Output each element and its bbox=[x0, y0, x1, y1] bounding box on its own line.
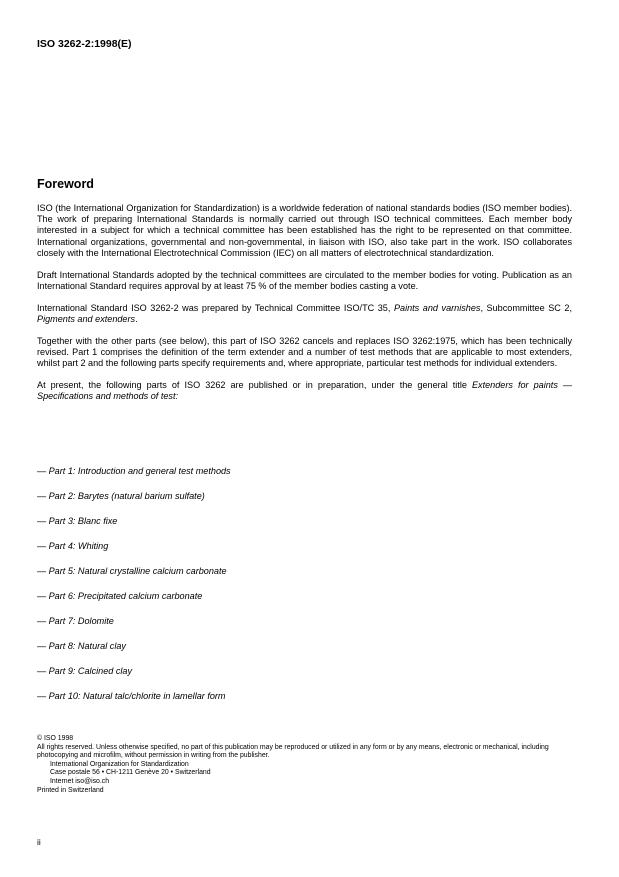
paragraph-3-committee-title: Paints and varnishes bbox=[393, 302, 481, 313]
list-item: — Part 7: Dolomite bbox=[37, 616, 114, 626]
paragraph-3-text-e: . bbox=[135, 313, 138, 324]
paragraph-5-general-title: Extenders for paints — Specifications and methods of test: bbox=[37, 379, 572, 402]
list-item: — Part 6: Precipitated calcium carbonate bbox=[37, 591, 203, 601]
printed-in: Printed in Switzerland bbox=[37, 786, 104, 794]
rights-notice: All rights reserved. Unless otherwise specified, no part of this publication may be reproduced or utilized in any form or by any means, electronic or mechanical, including photocopying and microfilm, without permission in writing from the publisher. bbox=[37, 743, 549, 760]
list-item: — Part 1: Introduction and general test methods bbox=[37, 466, 231, 476]
document-id-header: ISO 3262-2:1998(E) bbox=[37, 38, 132, 50]
list-item: — Part 4: Whiting bbox=[37, 541, 109, 551]
paragraph-3-text-c: , Subcommittee SC 2, bbox=[480, 302, 573, 313]
list-item: — Part 2: Barytes (natural barium sulfate) bbox=[37, 491, 205, 501]
paragraph-5-text: At present, the following parts of ISO 3262 are published or in preparation, under the general title bbox=[37, 379, 472, 390]
foreword-paragraph-3 bbox=[37, 303, 572, 325]
foreword-paragraph-1: ISO (the International Organization for Standardization) is a worldwide federation of national standards bodies (ISO member bodies). The work of preparing International Standards is normally carried out through ISO technical committees. Each member body interested in a subject for which a technical committee has been established has the right to be represented on that committee. International organizations, governmental and non-governmental, in liaison with ISO, also take part in the work. ISO collaborates closely with the International Electrotechnical Commission (IEC) on all matters of electrotechnical standardization. bbox=[37, 203, 572, 258]
internet-address: Internet iso@iso.ch bbox=[50, 777, 110, 785]
foreword-paragraph-2: Draft International Standards adopted by the technical committees are circulated to the member bodies for voting. Publication as an International Standard requires approval by at least 75 % of the member bodies casting a vote. bbox=[37, 269, 572, 291]
foreword-paragraph-5 bbox=[37, 380, 572, 402]
parts-list bbox=[37, 466, 231, 716]
copyright-block bbox=[37, 735, 577, 795]
postal-address: Case postale 56 • CH-1211 Genève 20 • Switzerland bbox=[50, 769, 211, 777]
paragraph-3-text-a: International Standard ISO 3262-2 was prepared by Technical Committee ISO/TC 35, bbox=[37, 302, 394, 313]
page-number: ii bbox=[37, 837, 41, 847]
list-item: — Part 8: Natural clay bbox=[37, 641, 126, 651]
copyright-line: © ISO 1998 bbox=[37, 735, 74, 742]
foreword-heading: Foreword bbox=[37, 177, 94, 191]
organization-name: International Organization for Standardization bbox=[50, 760, 189, 768]
list-item: — Part 10: Natural talc/chlorite in lamellar form bbox=[37, 691, 226, 701]
list-item: — Part 9: Calcined clay bbox=[37, 666, 133, 676]
foreword-body bbox=[37, 203, 572, 413]
list-item: — Part 3: Blanc fixe bbox=[37, 516, 118, 526]
foreword-paragraph-4: Together with the other parts (see below), this part of ISO 3262 cancels and replaces ISO 3262:1975, which has been technically revised. Part 1 comprises the definition of the term extender and a number of test methods that are applicable to most extenders, whilst part 2 and the following parts specify requirements and, where appropriate, particular test methods for individual extenders. bbox=[37, 335, 572, 369]
list-item: — Part 5: Natural crystalline calcium carbonate bbox=[37, 566, 227, 576]
paragraph-3-subcommittee-title: Pigments and extenders bbox=[37, 313, 136, 324]
